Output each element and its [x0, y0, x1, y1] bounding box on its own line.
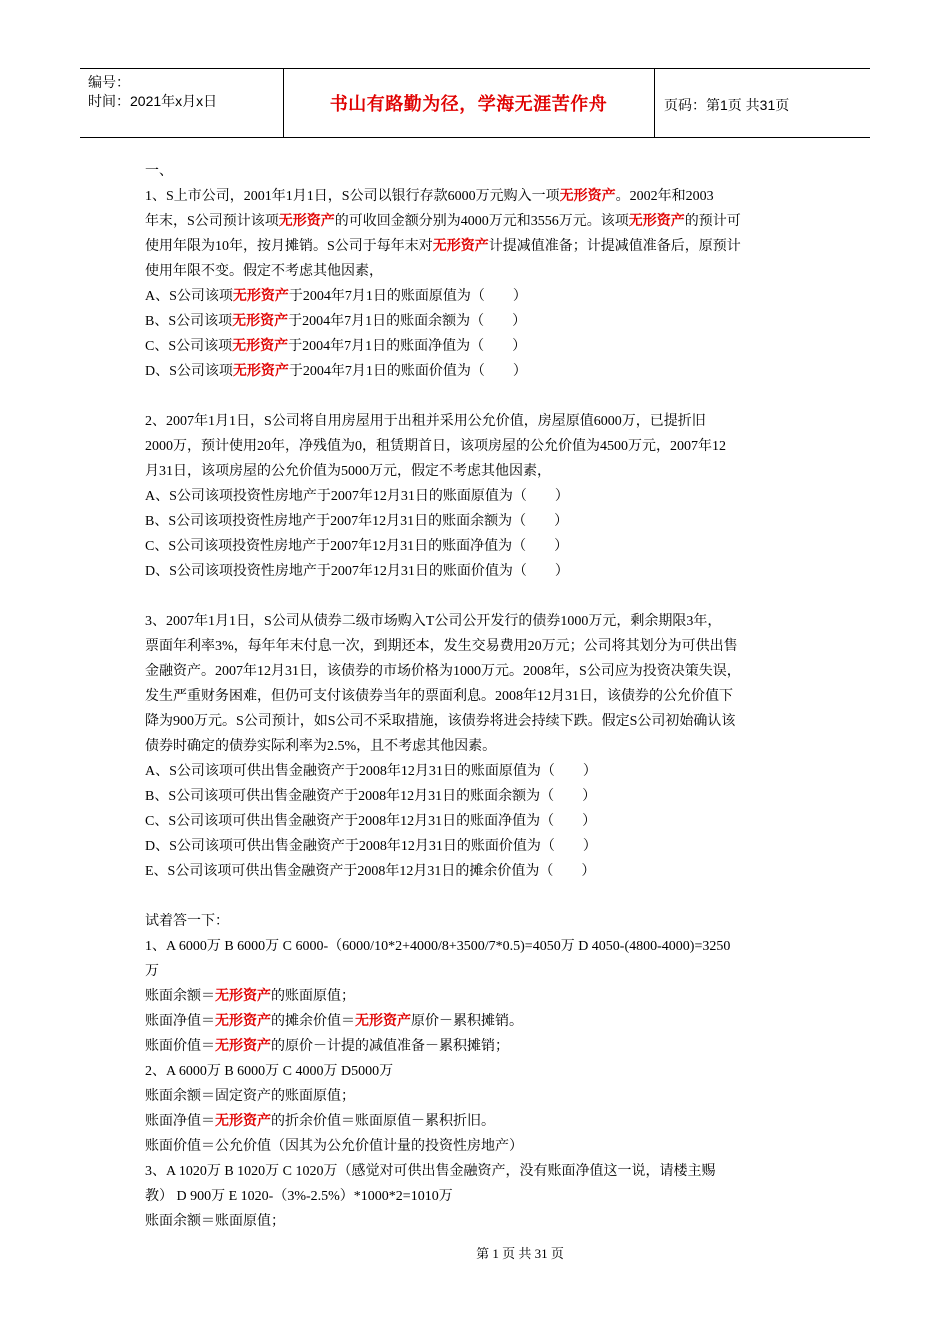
answer-1-rule: 账面余额＝无形资产的账面原值；	[145, 989, 355, 1004]
highlight-term: 无形资产	[559, 189, 616, 204]
header-motto: 书山有路勤为径，学海无涯苦作舟	[329, 94, 608, 114]
question-3-option: D、S公司该项可供出售金融资产于2008年12月31日的账面价值为（ ）	[145, 839, 597, 854]
highlight-term: 无形资产	[215, 989, 271, 1004]
question-1-option: B、S公司该项无形资产于2004年7月1日的账面余额为（ ）	[145, 314, 527, 329]
question-2-text: 2、2007年1月1日，S公司将自用房屋用于出租并采用公允价值，房屋原值6000万，已提折旧	[145, 414, 706, 429]
question-2-text: 2000万，预计使用20年，净残值为0，租赁期首日，该项房屋的公允价值为4500万元，2007年12	[145, 439, 726, 454]
highlight-term: 无形资产	[628, 214, 685, 229]
answer-3-rule: 账面余额＝账面原值；	[145, 1214, 285, 1229]
section-heading: 一、	[145, 164, 173, 179]
answer-2-rule: 账面余额＝固定资产的账面原值；	[145, 1089, 355, 1104]
highlight-term: 无形资产	[232, 339, 289, 354]
question-2-text: 月31日，该项房屋的公允价值为5000万元，假定不考虑其他因素，	[145, 464, 551, 479]
header-page: 页码：第1页 共31页	[664, 97, 790, 113]
answer-3: 教） D 900万 E 1020-（3%-2.5%）*1000*2=1010万	[145, 1189, 453, 1204]
highlight-term: 无形资产	[215, 1014, 271, 1029]
answer-1-rule: 账面价值＝无形资产的原价－计提的减值准备－累积摊销；	[145, 1039, 509, 1054]
answer-2-rule: 账面净值＝无形资产的折余价值＝账面原值－累积折旧。	[145, 1114, 495, 1129]
header-divider	[654, 69, 655, 137]
answer-1: 1、A 6000万 B 6000万 C 6000-（6000/10*2+4000/8+3500/7*0.5)=4050万 D 4050-(4800-4000)=3250	[145, 939, 731, 954]
question-3-text: 金融资产。2007年12月31日，该债券的市场价格为1000万元。2008年，S公司应为投资决策失误，	[145, 664, 741, 679]
answer-3: 3、A 1020万 B 1020万 C 1020万（感觉对可供出售金融资产，没有账面净值这一说，请楼主赐	[145, 1164, 716, 1179]
question-3-option: E、S公司该项可供出售金融资产于2008年12月31日的摊余价值为（ ）	[145, 864, 596, 879]
question-1-text: 年末，S公司预计该项无形资产的可收回金额分别为4000万元和3556万元。该项无形资产的预计可	[145, 214, 741, 229]
question-3-option: C、S公司该项可供出售金融资产于2008年12月31日的账面净值为（ ）	[145, 814, 597, 829]
question-3-text: 3、2007年1月1日，S公司从债券二级市场购入T公司公开发行的债券1000万元，剩余期限3年，	[145, 614, 722, 629]
question-3-text: 债券时确定的债券实际利率为2.5%，且不考虑其他因素。	[145, 739, 497, 754]
highlight-term: 无形资产	[432, 239, 489, 254]
answer-2-rule: 账面价值＝公允价值（因其为公允价值计量的投资性房地产）	[145, 1139, 523, 1154]
question-2-option: D、S公司该项投资性房地产于2007年12月31日的账面价值为（ ）	[145, 564, 569, 579]
question-1-text: 使用年限为10年，按月摊销。S公司于每年末对无形资产计提减值准备；计提减值准备后，原预计	[145, 239, 741, 254]
question-1-option: A、S公司该项无形资产于2004年7月1日的账面原值为（ ）	[145, 289, 527, 304]
question-1-text: 1、S上市公司，2001年1月1日，S公司以银行存款6000万元购入一项无形资产。2002年和2003	[145, 189, 714, 204]
question-2-option: B、S公司该项投资性房地产于2007年12月31日的账面余额为（ ）	[145, 514, 569, 529]
question-3-text: 降为900万元。S公司预计，如S公司不采取措施，该债券将进会持续下跌。假定S公司初始确认该	[145, 714, 736, 729]
question-1-option: D、S公司该项无形资产于2004年7月1日的账面价值为（ ）	[145, 364, 527, 379]
question-2-option: C、S公司该项投资性房地产于2007年12月31日的账面净值为（ ）	[145, 539, 569, 554]
page-footer: 第 1 页 共 31 页	[476, 1246, 564, 1261]
highlight-term: 无形资产	[215, 1039, 271, 1054]
answers-title: 试着答一下：	[145, 914, 229, 929]
question-3-option: B、S公司该项可供出售金融资产于2008年12月31日的账面余额为（ ）	[145, 789, 597, 804]
question-3-option: A、S公司该项可供出售金融资产于2008年12月31日的账面原值为（ ）	[145, 764, 597, 779]
answer-2: 2、A 6000万 B 6000万 C 4000万 D5000万	[145, 1064, 394, 1079]
highlight-term: 无形资产	[355, 1014, 411, 1029]
document-body	[145, 159, 815, 1234]
header-number: 编号：	[88, 74, 130, 90]
highlight-term: 无形资产	[232, 289, 289, 304]
highlight-term: 无形资产	[278, 214, 335, 229]
answer-1-rule: 账面净值＝无形资产的摊余价值＝无形资产原价－累积摊销。	[145, 1014, 523, 1029]
question-3-text: 发生严重财务困难，但仍可支付该债券当年的票面利息。2008年12月31日，该债券的公允价值下	[145, 689, 733, 704]
highlight-term: 无形资产	[232, 364, 289, 379]
page-header	[80, 68, 870, 138]
question-1-option: C、S公司该项无形资产于2004年7月1日的账面净值为（ ）	[145, 339, 527, 354]
header-meta	[88, 73, 217, 111]
question-3-text: 票面年利率3%，每年年末付息一次，到期还本，发生交易费用20万元；公司将其划分为可供出售	[145, 639, 738, 654]
answer-1: 万	[145, 964, 159, 979]
question-1-text: 使用年限不变。假定不考虑其他因素，	[145, 264, 383, 279]
question-2-option: A、S公司该项投资性房地产于2007年12月31日的账面原值为（ ）	[145, 489, 569, 504]
header-date: 时间：2021年x月x日	[88, 93, 218, 109]
highlight-term: 无形资产	[215, 1114, 271, 1129]
highlight-term: 无形资产	[232, 314, 289, 329]
